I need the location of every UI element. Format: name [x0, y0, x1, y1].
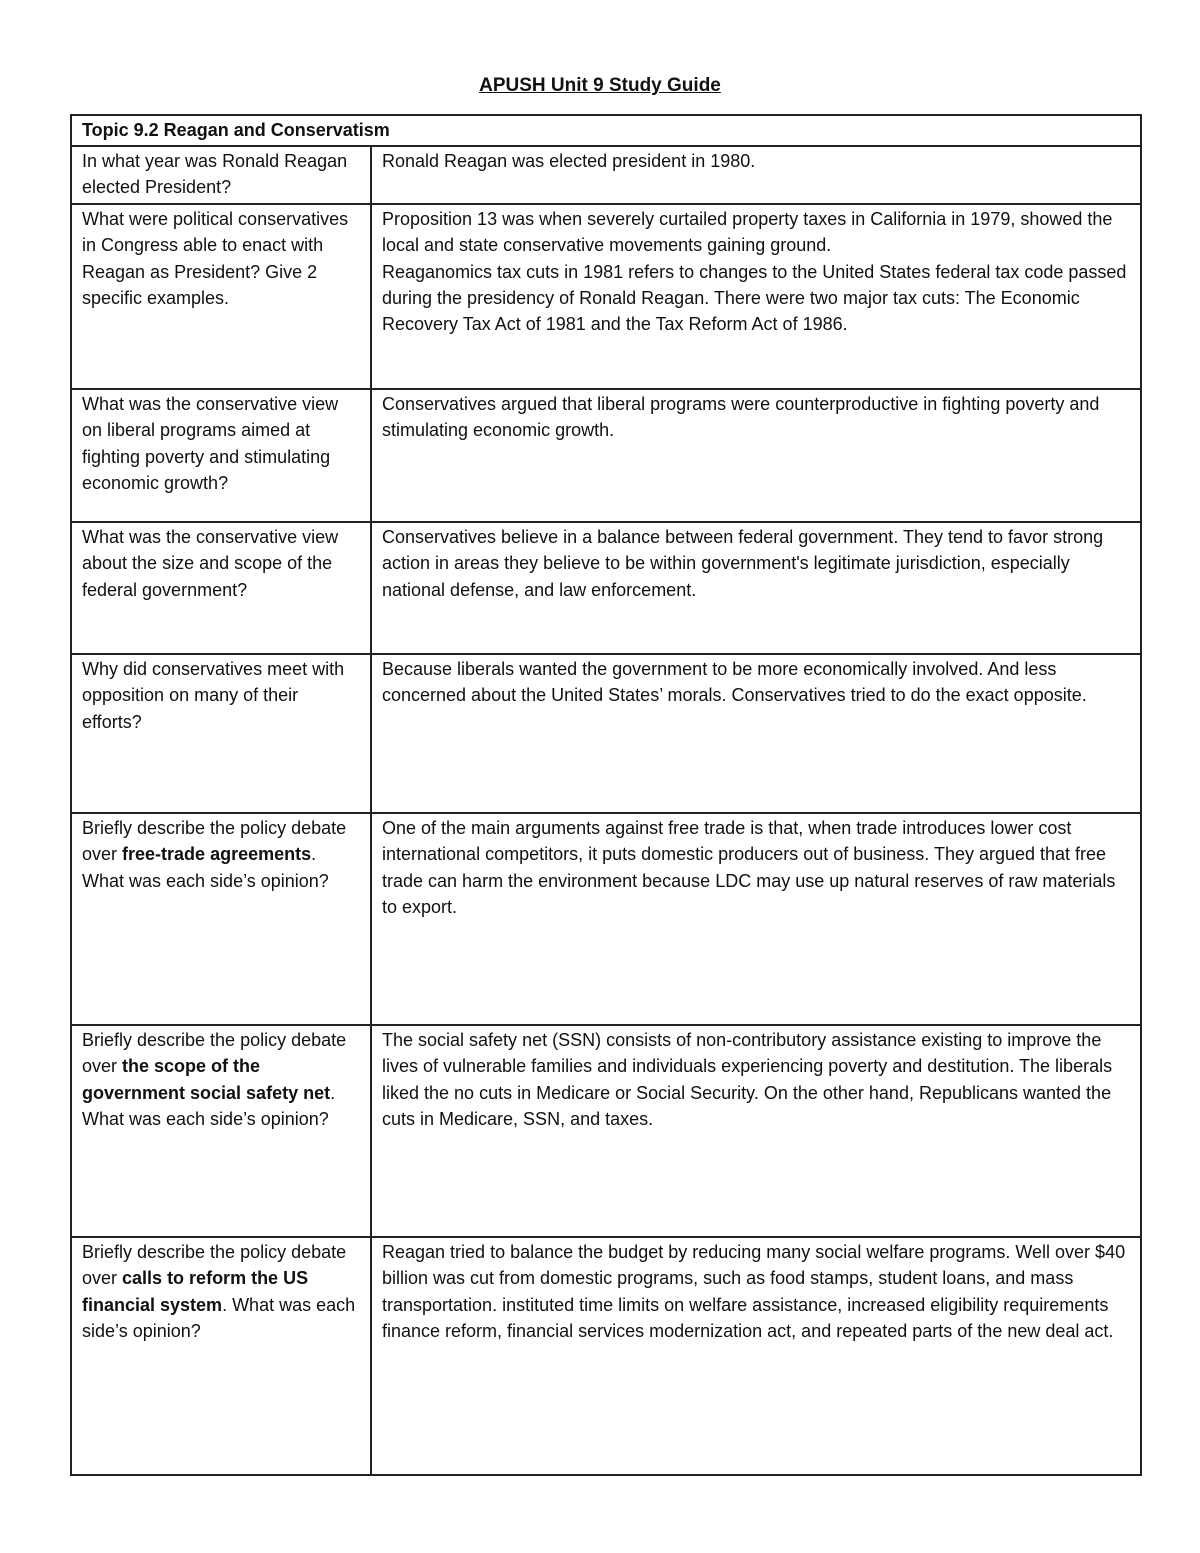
- table-row: [71, 1025, 1141, 1237]
- answer-cell: Reagan tried to balance the budget by reducing many social welfare programs. Well over $40 billion was cut from domestic programs, such as food stamps, student loans, and mass transportation. instituted time limits on welfare assistance, increased eligibility requirements finance reform, financial services modernization act, and repeated parts of the new deal act.: [371, 1237, 1141, 1475]
- question-cell: In what year was Ronald Reagan elected President?: [71, 146, 371, 204]
- answer-cell: Because liberals wanted the government to be more economically involved. And less concerned about the United States’ morals. Conservatives tried to do the exact opposite.: [371, 654, 1141, 813]
- question-text: Briefly describe the policy debate over: [82, 817, 347, 865]
- table-row: [71, 522, 1141, 654]
- question-text: . What was each side’s opinion?: [82, 1082, 336, 1130]
- question-text: Briefly describe the policy debate over: [82, 1241, 347, 1289]
- question-cell: [71, 1025, 371, 1237]
- table-row: [71, 389, 1141, 522]
- answer-cell: Conservatives argued that liberal programs were counterproductive in fighting poverty and stimulating economic growth.: [371, 389, 1141, 522]
- topic-row: [71, 115, 1141, 146]
- question-cell: What was the conservative view on liberal programs aimed at fighting poverty and stimulating economic growth?: [71, 389, 371, 522]
- table-row: [71, 813, 1141, 1025]
- topic-heading: Topic 9.2 Reagan and Conservatism: [71, 115, 1141, 146]
- question-text: . What was each side’s opinion?: [82, 844, 329, 891]
- answer-paragraph: Proposition 13 was when severely curtailed property taxes in California in 1979, showed the local and state conservative movements gaining ground.: [382, 208, 1113, 256]
- question-emphasis: calls to reform the US financial system: [82, 1268, 309, 1315]
- question-text: Briefly describe the policy debate over: [82, 1029, 347, 1077]
- table-row: [71, 1237, 1141, 1475]
- table-row: [71, 204, 1141, 389]
- question-cell: [71, 813, 371, 1025]
- question-cell: Why did conservatives meet with opposition on many of their efforts?: [71, 654, 371, 813]
- question-emphasis: free-trade agreements: [122, 844, 312, 865]
- answer-cell: Ronald Reagan was elected president in 1980.: [371, 146, 1141, 204]
- question-cell: What were political conservatives in Congress able to enact with Reagan as President? Give 2 specific examples.: [71, 204, 371, 389]
- question-emphasis: the scope of the government social safety net: [82, 1056, 331, 1103]
- table-row: [71, 654, 1141, 813]
- document-title: APUSH Unit 9 Study Guide: [479, 75, 721, 96]
- answer-cell: One of the main arguments against free trade is that, when trade introduces lower cost international competitors, it puts domestic producers out of business. They argued that free trade can harm the environment because LDC may use up natural reserves of raw materials to export.: [371, 813, 1141, 1025]
- question-text: . What was each side’s opinion?: [82, 1294, 356, 1342]
- answer-cell: [371, 204, 1141, 389]
- study-guide-table: [70, 114, 1142, 1476]
- answer-paragraph: Reaganomics tax cuts in 1981 refers to changes to the United States federal tax code passed during the presidency of Ronald Reagan. There were two major tax cuts: The Economic Recovery Tax Act of 1981 and the Tax Reform Act of 1986.: [382, 261, 1127, 335]
- table-row: [71, 146, 1141, 204]
- question-cell: What was the conservative view about the size and scope of the federal government?: [71, 522, 371, 654]
- answer-cell: Conservatives believe in a balance between federal government. They tend to favor strong action in areas they believe to be within government's legitimate jurisdiction, especially national defense, and law enforcement.: [371, 522, 1141, 654]
- question-cell: [71, 1237, 371, 1475]
- answer-cell: The social safety net (SSN) consists of non-contributory assistance existing to improve the lives of vulnerable families and individuals experiencing poverty and destitution. The liberals liked the no cuts in Medicare or Social Security. On the other hand, Republicans wanted the cuts in Medicare, SSN, and taxes.: [371, 1025, 1141, 1237]
